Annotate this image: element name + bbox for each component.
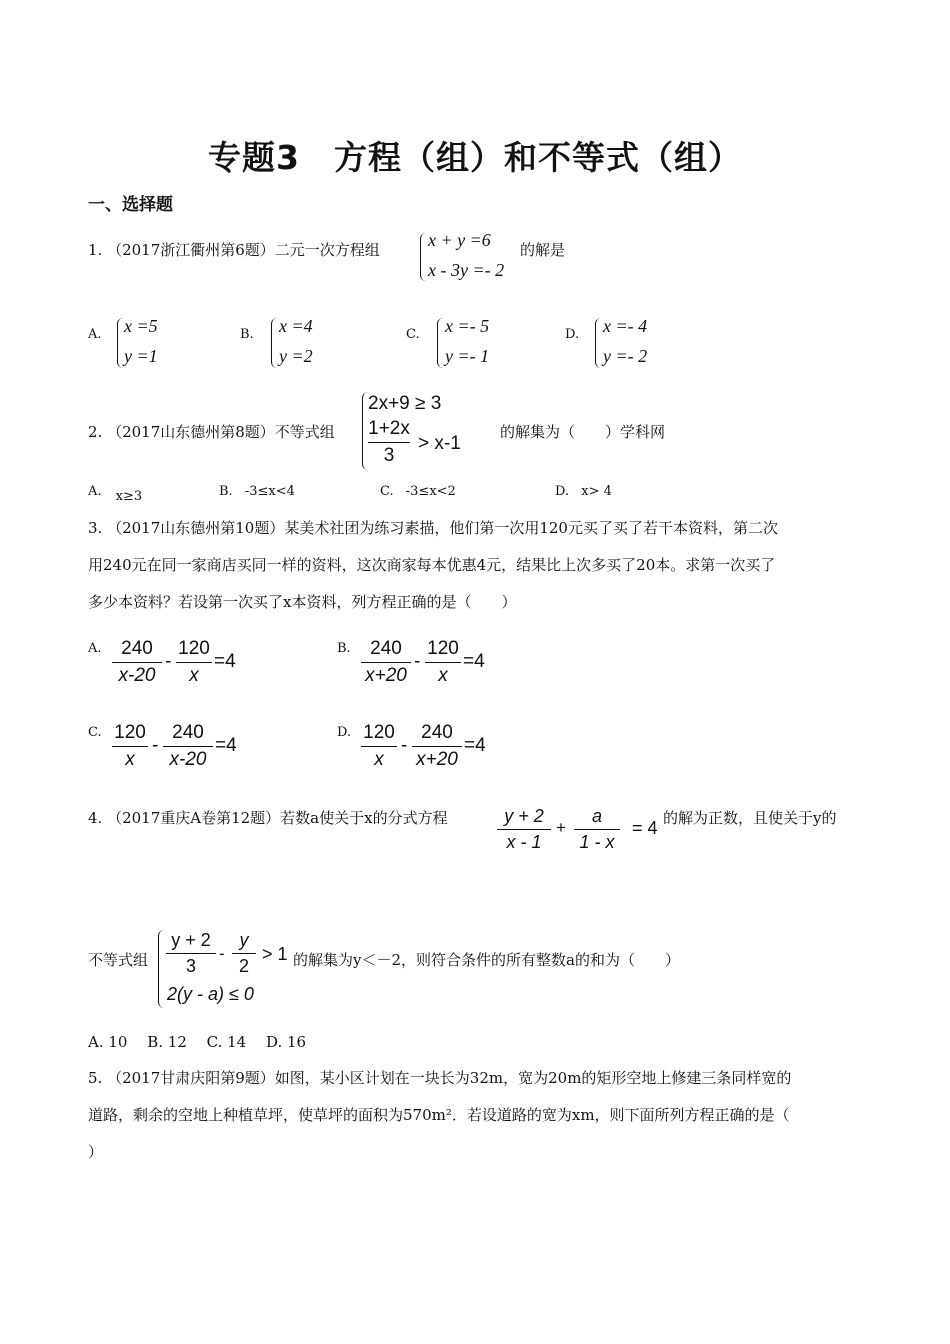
- q3-line3: 多少本资料？若设第一次买了x本资料，列方程正确的是（ ）: [88, 593, 517, 611]
- q3-option-b-frac1-bar: [361, 662, 411, 663]
- q2-option-c[interactable]: [380, 482, 456, 502]
- q1-option-c-line1: x =- 5: [445, 316, 490, 336]
- q3-option-d-rhs: =4: [464, 735, 486, 756]
- q2-option-d-text: x> 4: [581, 484, 612, 499]
- q3-option-b-frac2-num: 120: [427, 638, 459, 659]
- q2-option-d[interactable]: [555, 482, 612, 502]
- q1-option-a-line1: x =5: [124, 316, 158, 336]
- q1-eq1: x + y =6: [428, 230, 491, 250]
- q3-option-b-frac2-den: x: [438, 665, 448, 686]
- q4-ineq-frac2: [232, 930, 256, 977]
- q3-option-c-frac1-num: 120: [114, 722, 146, 743]
- q2-option-b[interactable]: [219, 482, 295, 502]
- q4-suffix: 的解为正数，且使关于y的: [663, 809, 837, 827]
- q4-ineq-frac2-num: y: [239, 930, 249, 950]
- q5-line2: 道路，剩余的空地上种植草坪，使草坪的面积为570m²．若设道路的宽为xm，则下面所列方程正确的是（: [88, 1106, 790, 1124]
- q3-option-a-label: A.: [88, 641, 102, 656]
- q3-option-a-frac1-den: x-20: [118, 665, 156, 686]
- q2-ineq2-rest: > x-1: [418, 433, 461, 454]
- q3-option-d-label: D.: [337, 725, 352, 740]
- q2-option-d-label: D.: [555, 484, 570, 499]
- q3-option-c-frac1: [112, 722, 148, 771]
- q3-option-d-frac1-den: x: [374, 749, 384, 770]
- q3-option-a-frac2-num: 120: [178, 638, 210, 659]
- q4-ineq-frac1-den: 3: [185, 956, 196, 976]
- q2-option-a-label: A.: [88, 484, 102, 499]
- q4-prefix2: 不等式组: [88, 951, 149, 969]
- q3-option-b-frac1: [361, 638, 411, 687]
- q3-option-a-minus: -: [165, 651, 172, 672]
- q4-ineq-frac2-den: 2: [238, 956, 249, 976]
- q3-option-d-minus: -: [401, 735, 408, 756]
- q3-option-c-minus: -: [152, 735, 159, 756]
- q3-option-a-frac2-bar: [176, 662, 212, 663]
- q2-ineq1: 2x+9 ≥ 3: [368, 393, 442, 414]
- q3-option-d-frac1-num: 120: [363, 722, 395, 743]
- q3-option-d-frac1: [361, 722, 397, 771]
- q3-option-c-frac2-bar: [163, 746, 213, 747]
- q3-option-a-frac1: [112, 638, 162, 687]
- q2-option-b-text: -3≤x<4: [244, 484, 295, 499]
- q4-brace: [158, 930, 165, 1008]
- q2-stem: 2. （2017山东德州第8题）不等式组: [88, 423, 335, 441]
- section-heading: 一、选择题: [88, 195, 173, 215]
- q3-line1: 3. （2017山东德州第10题）某美术社团为练习素描，他们第一次用120元买了买了若干本资料，第二次: [88, 519, 778, 537]
- q4-frac1-bar: [497, 829, 551, 830]
- q3-option-b-label: B.: [337, 641, 351, 656]
- q4-frac1-num: y + 2: [504, 806, 544, 826]
- page-title: 专题3 方程（组）和不等式（组）: [208, 138, 742, 177]
- q2-fraction-den: 3: [383, 445, 395, 466]
- q1-eq2: x - 3y =- 2: [428, 260, 505, 280]
- q3-option-b-frac1-den: x+20: [365, 665, 407, 686]
- q1-option-c-label: C.: [406, 327, 420, 342]
- q4-options: A. 10 B. 12 C. 14 D. 16: [88, 1033, 307, 1051]
- q3-option-c-frac2-num: 240: [172, 722, 204, 743]
- q3-option-c-frac1-bar: [112, 746, 148, 747]
- q1-option-b-brace: [271, 318, 278, 368]
- q4-frac2-bar: [574, 829, 620, 830]
- q3-option-c-rhs: =4: [215, 735, 237, 756]
- q2-option-b-label: B.: [219, 484, 233, 499]
- q3-option-a-frac2: [176, 638, 212, 687]
- q5-line1: 5. （2017甘肃庆阳第9题）如图，某小区计划在一块长为32m，宽为20m的矩形空地上修建三条同样宽的: [88, 1069, 792, 1087]
- q3-option-a-frac1-bar: [112, 662, 162, 663]
- q4-ineq-frac1-num: y + 2: [171, 930, 211, 950]
- q1-option-c-brace: [437, 318, 444, 368]
- q1-option-d-line2: y =- 2: [603, 346, 648, 366]
- q4-ineq-frac1-bar: [166, 953, 216, 954]
- q3-line2: 用240元在同一家商店买同一样的资料，这次商家每本优惠4元，结果比上次多买了20本。求第一次买了: [88, 556, 776, 574]
- q4-ineq2: 2(y - a) ≤ 0: [167, 984, 254, 1004]
- q3-option-d-frac2: [412, 722, 462, 771]
- q3-option-b-minus: -: [414, 651, 421, 672]
- q3-option-b-rhs: =4: [463, 651, 485, 672]
- q1-option-b-label: B.: [240, 327, 254, 342]
- q1-option-b-line1: x =4: [279, 316, 313, 336]
- q1-option-b-line2: y =2: [279, 346, 313, 366]
- q3-option-a-rhs: =4: [214, 651, 236, 672]
- q4-frac2: [574, 806, 620, 853]
- q2-option-a-text: x≥3: [115, 489, 143, 504]
- q1-stem: 1. （2017浙江衢州第6题）二元一次方程组: [88, 241, 380, 259]
- q3-option-d-frac2-num: 240: [421, 722, 453, 743]
- q4-frac2-num: a: [591, 806, 602, 826]
- q2-option-c-label: C.: [380, 484, 394, 499]
- q1-brace: [420, 233, 427, 281]
- q2-option-a[interactable]: [88, 482, 142, 502]
- q2-fraction-num: 1+2x: [368, 418, 410, 439]
- q3-option-a-frac1-num: 240: [121, 638, 153, 659]
- q3-option-d-frac2-bar: [412, 746, 462, 747]
- q4-ineq-frac1: [166, 930, 216, 977]
- q3-option-b-frac2: [425, 638, 461, 687]
- q1-option-a-line2: y =1: [124, 346, 158, 366]
- q1-option-d-label: D.: [565, 327, 580, 342]
- q2-fraction-bar: [368, 442, 410, 443]
- q4-frac1-den: x - 1: [506, 832, 542, 852]
- q4-rhs: = 4: [632, 818, 658, 838]
- q1-option-a-brace: [117, 318, 124, 368]
- q1-suffix: 的解是: [520, 241, 566, 259]
- q4-stem: 4. （2017重庆A卷第12题）若数a使关于x的分式方程: [88, 809, 448, 827]
- q3-option-c-frac2-den: x-20: [169, 749, 207, 770]
- q1-option-a-label: A.: [88, 327, 102, 342]
- q4-ineq-gt: > 1: [262, 944, 288, 964]
- q3-option-b-frac1-num: 240: [370, 638, 402, 659]
- q4-suffix2: 的解集为y＜－2，则符合条件的所有整数a的和为（ ）: [293, 951, 680, 969]
- q1-option-d-brace: [595, 318, 602, 368]
- q3-option-b-frac2-bar: [425, 662, 461, 663]
- q3-option-c-label: C.: [88, 725, 102, 740]
- q1-option-c-line2: y =- 1: [445, 346, 490, 366]
- q3-option-a-frac2-den: x: [189, 665, 199, 686]
- q5-line3: ）: [88, 1143, 104, 1161]
- q3-option-c-frac1-den: x: [125, 749, 135, 770]
- q4-frac2-den: 1 - x: [579, 832, 615, 852]
- q2-option-c-text: -3≤x<2: [405, 484, 456, 499]
- q3-option-d-frac2-den: x+20: [416, 749, 458, 770]
- q2-suffix: 的解集为（ ）学科网: [500, 423, 666, 441]
- q3-option-c-frac2: [163, 722, 213, 771]
- q1-option-d-line1: x =- 4: [603, 316, 648, 336]
- q2-fraction: [368, 418, 410, 467]
- q4-frac1: [497, 806, 551, 853]
- q3-option-d-frac1-bar: [361, 746, 397, 747]
- q4-plus: +: [556, 818, 566, 837]
- q4-ineq-frac2-bar: [232, 953, 256, 954]
- q4-ineq-minus: -: [219, 944, 225, 963]
